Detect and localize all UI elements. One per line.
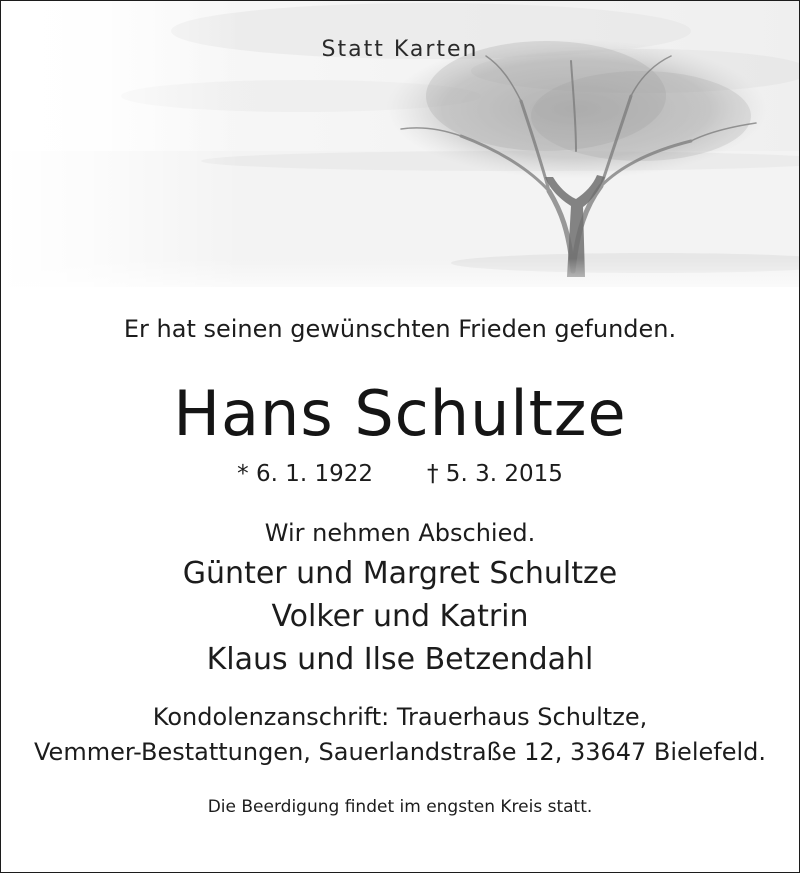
family-member: Günter und Margret Schultze [182,556,618,591]
birth-date: * 6. 1. 1922 [237,461,373,487]
statt-karten-label: Statt Karten [321,37,479,62]
death-date: † 5. 3. 2015 [427,461,563,487]
condolence-address-line: Vemmer-Bestattungen, Sauerlandstraße 12, 33647 Bielefeld. [34,738,766,766]
life-dates [1,461,799,487]
condolence-address-line: Kondolenzanschrift: Trauerhaus Schultze, [152,703,648,731]
tagline: Er hat seinen gewünschten Frieden gefunden. [123,315,677,343]
family-member: Volker und Katrin [271,599,529,634]
header-photo [1,1,799,287]
deceased-name: Hans Schultze [173,377,627,450]
farewell-line: Wir nehmen Abschied. [264,519,536,547]
funeral-note: Die Beerdigung findet im engsten Kreis statt. [207,797,593,817]
family-member: Klaus und Ilse Betzendahl [206,642,594,677]
